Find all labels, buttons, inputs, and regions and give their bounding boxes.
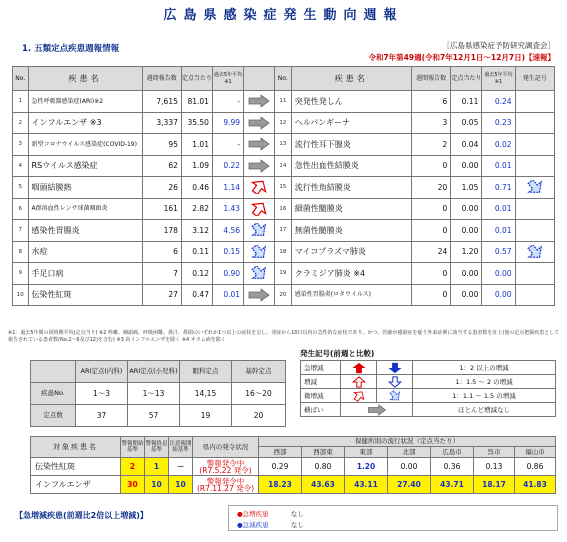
- sentinel-row-label: 疾患No.: [31, 383, 76, 405]
- sharp-increase-icon: [341, 362, 376, 374]
- sentinel-cell: 57: [128, 405, 180, 427]
- rapid-increase-label: ●急増疾患: [237, 510, 269, 518]
- weekly-reports: 2: [411, 134, 450, 156]
- table-row: [13, 241, 555, 263]
- row-no: 10: [13, 284, 29, 306]
- legend-description: ほとんど増減なし: [413, 403, 556, 417]
- five-year-average: 0.71: [482, 177, 515, 199]
- disease-name: 手足口病: [28, 263, 142, 285]
- per-sentinel: 0.12: [181, 263, 212, 285]
- flat-arrow-icon: [244, 137, 274, 151]
- row-no: 9: [13, 263, 29, 285]
- trend-symbol: [244, 112, 275, 134]
- weekly-reports: 161: [142, 198, 181, 220]
- sentinel-cell: 1～13: [128, 383, 180, 405]
- per-sentinel: 0.00: [451, 220, 482, 242]
- slight-decrease-icon: [377, 390, 412, 402]
- disease-name: インフルエンザ ※3: [28, 112, 142, 134]
- row-no: 11: [275, 91, 292, 113]
- trend-symbol: [244, 263, 275, 285]
- table-row: [31, 476, 556, 494]
- row-no: 6: [13, 198, 29, 220]
- note-start-value: －: [169, 458, 193, 476]
- five-year-average: 0.22: [212, 155, 243, 177]
- row-no: 2: [13, 112, 29, 134]
- disease-name: 流行性角結膜炎: [291, 177, 411, 199]
- weekly-reports: 62: [142, 155, 181, 177]
- flat-arrow-icon: [244, 159, 274, 173]
- table-row: [13, 220, 555, 242]
- per-sentinel: 1.09: [181, 155, 212, 177]
- note-start-value: 10: [169, 476, 193, 494]
- sharp-decrease-icon: [377, 362, 412, 374]
- legend-symbol: [377, 361, 413, 375]
- region-header: 呉市: [474, 447, 515, 458]
- weekly-reports: 178: [142, 220, 181, 242]
- table-row: [13, 134, 555, 156]
- header-warn-end: 警報終息基準: [145, 437, 169, 458]
- table-row: [13, 284, 555, 306]
- trend-symbol: [515, 134, 554, 156]
- row-no: 8: [13, 241, 29, 263]
- legend-row: [301, 389, 556, 403]
- five-year-average: 0.01: [482, 155, 515, 177]
- weekly-reports: 7: [142, 263, 181, 285]
- flat-arrow-icon: [244, 116, 274, 130]
- disease-report-table: [12, 66, 555, 306]
- row-no: 3: [13, 134, 29, 156]
- per-sentinel: 81.01: [181, 91, 212, 113]
- disease-name: 突発性発しん: [291, 91, 411, 113]
- table-row: [13, 91, 555, 113]
- row-no: 7: [13, 220, 29, 242]
- five-year-average: -: [212, 91, 243, 113]
- organization: ［広島県感染症予防研究調査会］: [442, 41, 555, 50]
- disease-name: 感染性胃腸炎: [28, 220, 142, 242]
- header-arrow: [244, 67, 275, 91]
- disease-name: 新型コロナウイルス感染症(COVID-19): [28, 134, 142, 156]
- row-no: 13: [275, 134, 292, 156]
- disease-name: マイコプラズマ肺炎: [291, 241, 411, 263]
- per-sentinel: 1.20: [451, 241, 482, 263]
- section-heading: 1. 五類定点疾患週報情報: [22, 44, 120, 54]
- sentinel-cell: 20: [232, 405, 286, 427]
- sentinel-table: [30, 360, 286, 427]
- row-no: 5: [13, 177, 29, 199]
- disease-name: 咽頭結膜熱: [28, 177, 142, 199]
- header-no: No.: [275, 67, 292, 91]
- five-year-average: 0.01: [212, 284, 243, 306]
- legend-description: 1：1.1 ～ 1.5 の増減: [413, 389, 556, 403]
- region-value: 0.80: [302, 458, 345, 476]
- region-header: 東部: [345, 447, 388, 458]
- row-no: 14: [275, 155, 292, 177]
- rapid-increase-value: なし: [290, 510, 304, 518]
- weekly-reports: 3,337: [142, 112, 181, 134]
- sentinel-row-label: 定点数: [31, 405, 76, 427]
- trend-symbol: [244, 284, 275, 306]
- warn-end-value: 1: [145, 458, 169, 476]
- header-avg5: 過去5年平均※1: [482, 67, 515, 91]
- region-value: 18.23: [259, 476, 302, 494]
- trend-symbol: [515, 155, 554, 177]
- weekly-reports: 0: [411, 220, 450, 242]
- warn-end-value: 10: [145, 476, 169, 494]
- disease-name: 感染性胃腸炎(ロタウイルス): [291, 284, 411, 306]
- weekly-reports: 0: [411, 284, 450, 306]
- trend-symbol: [515, 220, 554, 242]
- legend-label: 急増減: [301, 361, 341, 375]
- down-arrow-icon: [244, 245, 274, 259]
- weekly-reports: 20: [411, 177, 450, 199]
- slight-increase-icon: [341, 390, 376, 402]
- legend-label: 横ばい: [301, 403, 341, 417]
- region-value: 0.13: [474, 458, 515, 476]
- row-no: 16: [275, 198, 292, 220]
- row-no: 20: [275, 284, 292, 306]
- legend-label: 微増減: [301, 389, 341, 403]
- region-value: 0.86: [515, 458, 556, 476]
- legend-symbol: [377, 375, 413, 389]
- trend-symbol: [515, 112, 554, 134]
- five-year-average: 0.00: [482, 284, 515, 306]
- five-year-average: -: [212, 134, 243, 156]
- five-year-average: 0.02: [482, 134, 515, 156]
- legend-title: 発生記号(前週と比較): [300, 349, 375, 358]
- five-year-average: 0.23: [482, 112, 515, 134]
- flat-arrow-icon: [244, 288, 274, 302]
- down-arrow-icon: [244, 223, 274, 237]
- disease-name: 細菌性髄膜炎: [291, 198, 411, 220]
- disease-name: 伝染性紅斑: [28, 284, 142, 306]
- target-disease: インフルエンザ: [31, 476, 121, 494]
- trend-symbol: [515, 263, 554, 285]
- legend-symbol: [341, 403, 413, 417]
- row-no: 1: [13, 91, 29, 113]
- trend-symbol: [244, 241, 275, 263]
- region-value: 0.36: [431, 458, 474, 476]
- down-arrow-icon: [244, 266, 274, 280]
- sentinel-cell: 37: [76, 405, 128, 427]
- table-row: [13, 263, 555, 285]
- weekly-reports: 95: [142, 134, 181, 156]
- region-value: 43.71: [431, 476, 474, 494]
- five-year-average: 9.99: [212, 112, 243, 134]
- row-no: 4: [13, 155, 29, 177]
- header-target: 対象疾患名: [31, 437, 121, 458]
- sentinel-header: ARI定点(小児科): [128, 361, 180, 383]
- five-year-average: 0.24: [482, 91, 515, 113]
- five-year-average: 4.56: [212, 220, 243, 242]
- sentinel-cell: 16～20: [232, 383, 286, 405]
- weekly-reports: 26: [142, 177, 181, 199]
- row-no: 12: [275, 112, 292, 134]
- trend-symbol: [244, 155, 275, 177]
- alert-status-table: [30, 436, 556, 494]
- row-no: 17: [275, 220, 292, 242]
- trend-symbol: [244, 220, 275, 242]
- header-avg5: 過去5年平均※1: [212, 67, 243, 91]
- up-arrow-icon: [244, 202, 274, 216]
- row-no: 18: [275, 241, 292, 263]
- header-name: 疾患名: [291, 67, 411, 91]
- weekly-reports: 0: [411, 198, 450, 220]
- rapid-decrease-value: なし: [290, 521, 304, 529]
- week-period: 令和7年第49週(令和7年12月1日～12月7日)【速報】: [368, 53, 555, 62]
- header-region-title: 保健所別の流行状況（定点当たり）: [259, 437, 556, 447]
- region-value: 43.63: [302, 476, 345, 494]
- legend-row: [301, 375, 556, 389]
- trend-symbol: [515, 284, 554, 306]
- disease-name: クラミジア肺炎 ※4: [291, 263, 411, 285]
- region-header: 西部東: [302, 447, 345, 458]
- warn-start-value: 2: [121, 458, 145, 476]
- disease-name: A群溶血性レンサ球菌咽頭炎: [28, 198, 142, 220]
- per-sentinel: 0.00: [451, 284, 482, 306]
- region-value: 18.17: [474, 476, 515, 494]
- header-warn-start: 警報開始基準: [121, 437, 145, 458]
- disease-name: ヘルパンギーナ: [291, 112, 411, 134]
- legend-row: [301, 403, 556, 417]
- row-no: 15: [275, 177, 292, 199]
- per-sentinel: 0.46: [181, 177, 212, 199]
- page-title: 広島県感染症発生動向週報: [163, 8, 404, 23]
- target-disease: 伝染性紅斑: [31, 458, 121, 476]
- per-sentinel: 1.05: [451, 177, 482, 199]
- trend-symbol: [244, 198, 275, 220]
- five-year-average: 0.01: [482, 220, 515, 242]
- trend-symbol: [515, 177, 554, 199]
- flat-arrow-icon: [341, 404, 412, 416]
- table-row: [13, 177, 555, 199]
- table-row: [13, 112, 555, 134]
- alert-issued-date: (R7.5.22 発令): [199, 465, 252, 475]
- per-sentinel: 0.47: [181, 284, 212, 306]
- down-arrow-icon: [516, 180, 554, 194]
- trend-symbol: [244, 134, 275, 156]
- warn-start-value: 30: [121, 476, 145, 494]
- disease-name: 急性呼吸器感染症(ARI)※2: [28, 91, 142, 113]
- weekly-reports: 0: [411, 263, 450, 285]
- header-remark: 発生記号: [515, 67, 554, 91]
- five-year-average: 1.14: [212, 177, 243, 199]
- sentinel-header: 眼科定点: [180, 361, 232, 383]
- disease-name: 無菌性髄膜炎: [291, 220, 411, 242]
- header-note-start: 注意報開始基準: [169, 437, 193, 458]
- per-sentinel: 3.12: [181, 220, 212, 242]
- per-sentinel: 0.00: [451, 263, 482, 285]
- rapid-change-box: [228, 505, 558, 531]
- trend-symbol: [515, 241, 554, 263]
- alert-status: [193, 458, 259, 476]
- region-header: 福山市: [515, 447, 556, 458]
- region-header: 広島市: [431, 447, 474, 458]
- region-value: 27.40: [388, 476, 431, 494]
- weekly-reports: 27: [142, 284, 181, 306]
- five-year-average: 0.57: [482, 241, 515, 263]
- up-arrow-icon: [244, 180, 274, 194]
- flat-arrow-icon: [244, 94, 274, 108]
- increase-icon: [341, 376, 376, 388]
- legend-symbol: [341, 389, 377, 403]
- table-row: [13, 155, 555, 177]
- header-reports: 週間報告数: [142, 67, 181, 91]
- sentinel-cell: 14,15: [180, 383, 232, 405]
- alert-status-text: 警報発令中: [206, 476, 245, 486]
- rapid-decrease-label: ●急減疾患: [237, 521, 269, 529]
- trend-symbol: [244, 177, 275, 199]
- header-name: 疾患名: [28, 67, 142, 91]
- header-status: 県内の発令状況: [193, 437, 259, 458]
- row-no: 19: [275, 263, 292, 285]
- trend-symbol: [244, 91, 275, 113]
- sentinel-header: 基幹定点: [232, 361, 286, 383]
- disease-name: 急性出血性結膜炎: [291, 155, 411, 177]
- five-year-average: 0.00: [482, 263, 515, 285]
- legend-description: 1：1.5 ～ 2 の増減: [413, 375, 556, 389]
- region-value: 43.11: [345, 476, 388, 494]
- sentinel-cell: 19: [180, 405, 232, 427]
- alert-status-text: 警報発令中: [206, 458, 245, 468]
- disease-name: RSウイルス感染症: [28, 155, 142, 177]
- legend-table: [300, 360, 556, 417]
- region-value: 1.20: [345, 458, 388, 476]
- five-year-average: 0.01: [482, 198, 515, 220]
- legend-label: 増減: [301, 375, 341, 389]
- region-header: 西部: [259, 447, 302, 458]
- weekly-reports: 6: [142, 241, 181, 263]
- disease-name: 水痘: [28, 241, 142, 263]
- per-sentinel: 0.11: [181, 241, 212, 263]
- weekly-reports: 0: [411, 155, 450, 177]
- per-sentinel: 0.04: [451, 134, 482, 156]
- header-per: 定点当たり: [181, 67, 212, 91]
- trend-symbol: [515, 198, 554, 220]
- weekly-reports: 7,615: [142, 91, 181, 113]
- decrease-icon: [377, 376, 412, 388]
- header-reports: 週間報告数: [411, 67, 450, 91]
- weekly-reports: 24: [411, 241, 450, 263]
- trend-symbol: [515, 91, 554, 113]
- legend-description: 1：2 以上の増減: [413, 361, 556, 375]
- rapid-change-label: 【急増減疾患(前週比2倍以上増減)】: [15, 511, 148, 520]
- down-arrow-icon: [516, 245, 554, 259]
- per-sentinel: 35.50: [181, 112, 212, 134]
- per-sentinel: 0.00: [451, 155, 482, 177]
- footnote: ※1：過去5年間の同時期平均(定点当り) ※2 咳嗽、咽頭痛、呼吸困難、鼻汁、鼻閉のいずれか1つ以上の症状を呈し、発症から10日以内の急性的な症状であり、かつ、医師が感染症を疑う外来症例に該当する患者数を計上(他の定点把握疾患として報告されている患者数(No.2～6及び12)を含む) ※3 鳥インフルエンザを除く ※4 オウム病を除く: [8, 330, 560, 343]
- disease-name: 流行性耳下腺炎: [291, 134, 411, 156]
- region-value: 0.29: [259, 458, 302, 476]
- per-sentinel: 0.05: [451, 112, 482, 134]
- header-no: No.: [13, 67, 29, 91]
- per-sentinel: 0.11: [451, 91, 482, 113]
- legend-symbol: [377, 389, 413, 403]
- legend-row: [301, 361, 556, 375]
- alert-issued-date: (R7.11.27 発令): [196, 483, 255, 493]
- per-sentinel: 1.01: [181, 134, 212, 156]
- five-year-average: 0.90: [212, 263, 243, 285]
- region-value: 0.00: [388, 458, 431, 476]
- sentinel-cell: 1～3: [76, 383, 128, 405]
- weekly-reports: 3: [411, 112, 450, 134]
- per-sentinel: 2.82: [181, 198, 212, 220]
- five-year-average: 0.15: [212, 241, 243, 263]
- legend-symbol: [341, 375, 377, 389]
- header-per: 定点当たり: [451, 67, 482, 91]
- region-value: 41.83: [515, 476, 556, 494]
- per-sentinel: 0.00: [451, 198, 482, 220]
- five-year-average: 1.43: [212, 198, 243, 220]
- legend-symbol: [341, 361, 377, 375]
- region-header: 北部: [388, 447, 431, 458]
- sentinel-header: ARI定点(内科): [76, 361, 128, 383]
- sentinel-header: [31, 361, 76, 383]
- weekly-reports: 6: [411, 91, 450, 113]
- table-row: [13, 198, 555, 220]
- alert-status: [193, 476, 259, 494]
- table-row: [31, 458, 556, 476]
